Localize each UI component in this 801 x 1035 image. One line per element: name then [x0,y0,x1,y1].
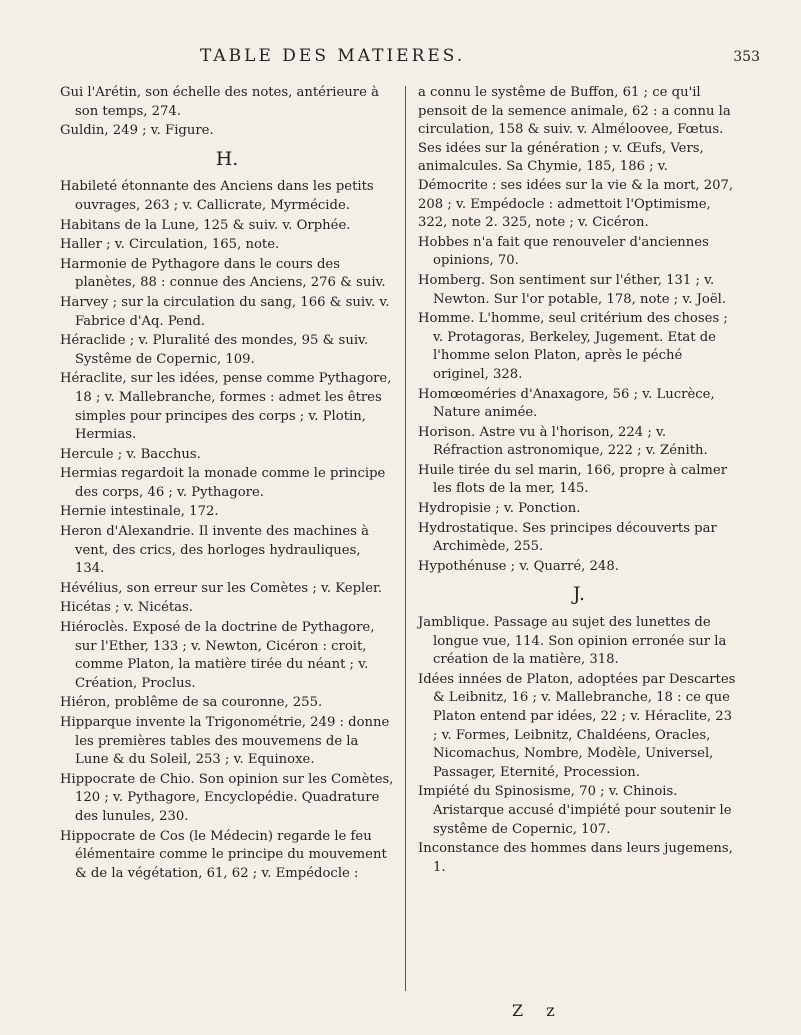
index-entry: Haller ; v. Circulation, 165, note. [60,237,280,253]
index-entry: Harvey ; sur la circulation du sang, 166 & suiv. v. Fabrice d'Aq. Pend. [60,294,390,329]
index-entry: Heron d'Alexandrie. Il invente des machines à vent, des crics, des horloges hydrauliques, 134. [60,524,369,577]
index-entry: Hercule ; v. Bacchus. [60,446,201,462]
index-entry: Hiéron, problême de sa couronne, 255. [60,695,323,711]
index-entry: Horison. Astre vu à l'horison, 224 ; v. Réfraction astronomique, 222 ; v. Zénith. [418,424,708,459]
index-entry: Homme. L'homme, seul critérium des choses ; v. Protagoras, Berkeley, Jugement. Etat de l'homme selon Platon, après le péché originel, 328. [418,311,728,382]
running-title: TABLE DES MATIERES. [200,46,466,66]
index-entry: Hobbes n'a fait que renouveler d'anciennes opinions, 70. [418,234,709,269]
index-entry: Hydrostatique. Ses principes découverts par Archimède, 255. [418,520,717,555]
index-entry: Hicétas ; v. Nicétas. [60,600,194,616]
index-entry: Hévélius, son erreur sur les Comètes ; v. Kepler. [60,580,383,596]
signature-mark: Z z [512,1001,564,1020]
page-number: 353 [733,49,760,65]
index-entry: Hypothénuse ; v. Quarré, 248. [418,558,619,574]
index-entry-continued: a connu le systême de Buffon, 61 ; ce qu'il pensoit de la semence animale, 62 : a connu la circulation, 158 & suiv. v. Alméloovee, Fœtus. Ses idées sur la génération ; v. Œufs, Vers, animalcules. Sa Chymie, 185, 186 ; v. Démocrite : ses idées sur la vie & la mort, 207, 208 ; v. Empédocle : admettoit l'Optimisme, 322, note 2. 325, note ; v. Cicéron. [418,85,734,231]
index-entry: Huile tirée du sel marin, 166, propre à calmer les flots de la mer, 145. [418,462,728,497]
index-entry: Idées innées de Platon, adoptées par Descartes & Leibnitz, 16 ; v. Mallebranche, 18 : ce que Platon entend par idées, 22 ; v. Héraclite, 23 ; v. Formes, Leibnitz, Chaldéens, Oracles, Nicomachus, Nombre, Modèle, Universel, Passager, Eternité, Procession. [418,671,736,780]
right-column [418,84,740,878]
page-header [200,46,760,66]
index-entry: Guldin, 249 ; v. Figure. [60,123,214,139]
index-entry: Jamblique. Passage au sujet des lunettes de longue vue, 114. Son opinion erronée sur la création de la matière, 318. [418,615,727,668]
index-entry: Harmonie de Pythagore dans le cours des planètes, 88 : connue des Anciens, 276 & suiv. [60,256,386,291]
index-entry: Impiété du Spinosisme, 70 ; v. Chinois. Aristarque accusé d'impiété pour soutenir le systême de Copernic, 107. [418,784,732,837]
column-divider [405,86,406,991]
index-entry: Homœoméries d'Anaxagore, 56 ; v. Lucrèce, Nature animée. [418,386,715,421]
index-entry: Homberg. Son sentiment sur l'éther, 131 ; v. Newton. Sur l'or potable, 178, note ; v. Joël. [418,272,727,307]
index-entry: Hydropisie ; v. Ponction. [418,501,581,517]
index-entry: Habileté étonnante des Anciens dans les petits ouvrages, 263 ; v. Callicrate, Myrmécide. [60,179,374,213]
index-entry: Gui l'Arétin, son échelle des notes, antérieure à son temps, 274. [60,85,379,119]
index-entry: Héraclite, sur les idées, pense comme Pythagore, 18 ; v. Mallebranche, formes : admet les êtres simples pour principes des corps ; v. Plotin, Hermias. [60,371,392,443]
index-entry: Hippocrate de Cos (le Médecin) regarde le feu élémentaire comme le principe du mouvement & de la végétation, 61, 62 ; v. Empédocle : [60,828,387,881]
index-entry: Hipparque invente la Trigonométrie, 249 : donne les premières tables des mouvemens de la Lune & du Soleil, 253 ; v. Equinoxe. [60,715,390,768]
index-entry: Hippocrate de Chio. Son opinion sur les Comètes, 120 ; v. Pythagore, Encyclopédie. Quadrature des lunules, 230. [60,771,394,824]
index-entry: Hermias regardoit la monade comme le principe des corps, 46 ; v. Pythagore. [60,466,386,500]
section-letter-j: J. [572,583,586,606]
index-entry: Héraclide ; v. Pluralité des mondes, 95 & suiv. Systême de Copernic, 109. [60,333,369,367]
index-entry: Inconstance des hommes dans leurs jugemens, 1. [418,841,733,875]
index-entry: Hiéroclès. Exposé de la doctrine de Pythagore, sur l'Ether, 133 ; v. Newton, Cicéron : croit, comme Platon, la matière tirée du néant ; v. Création, Proclus. [60,620,375,691]
left-column [60,84,394,884]
index-entry: Habitans de la Lune, 125 & suiv. v. Orphée. [60,217,351,233]
index-entry: Hernie intestinale, 172. [60,504,219,520]
section-letter-h: H. [215,147,239,170]
